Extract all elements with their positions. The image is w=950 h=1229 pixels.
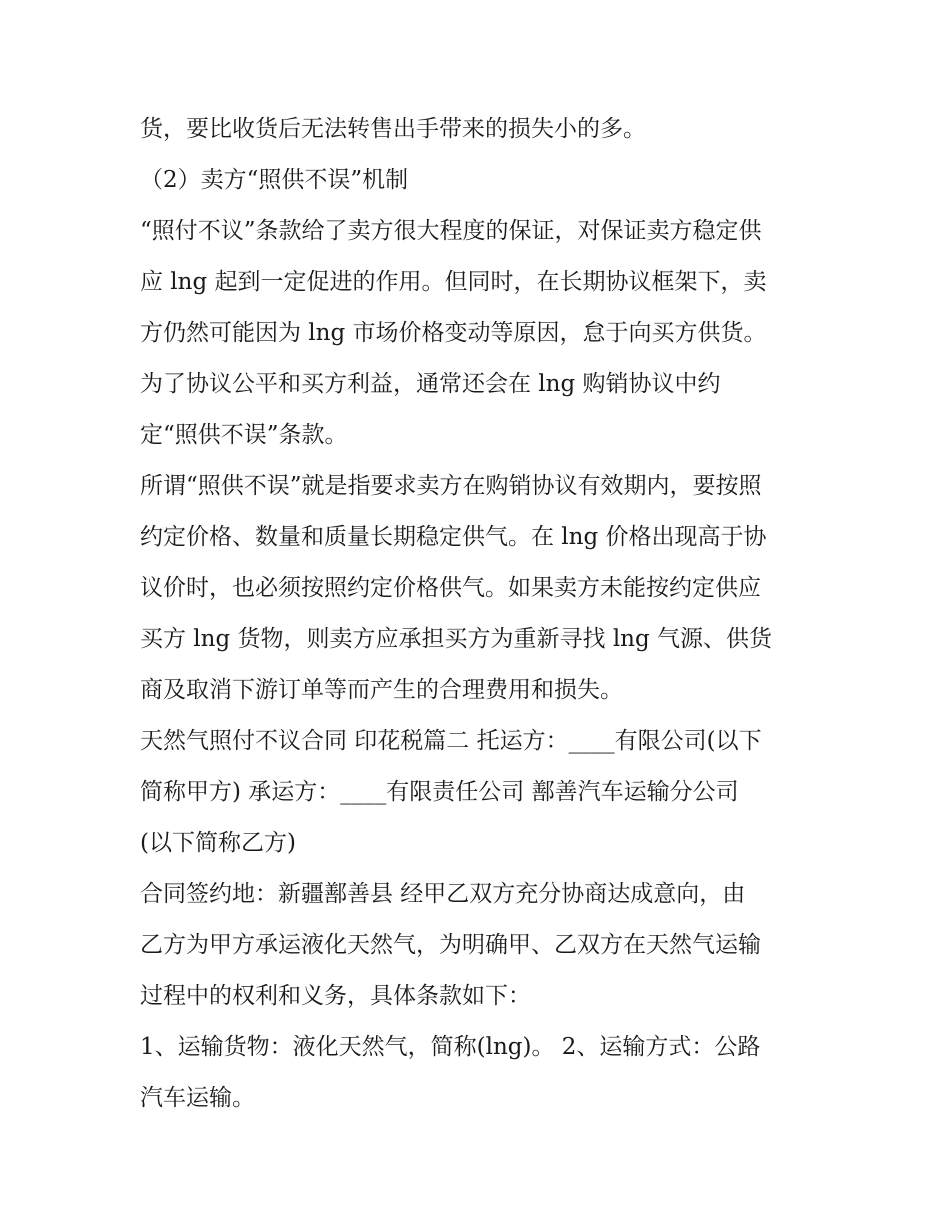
text-line: 议价时，也必须按照约定价格供气。如果卖方未能按约定供应	[140, 575, 761, 601]
text-line: 1、运输货物：液化天然气，简称(lng)。 2、运输方式：公路	[140, 1034, 761, 1060]
text-line: 应 lng 起到一定促进的作用。但同时，在长期协议框架下，卖	[140, 269, 767, 295]
text-line: 汽车运输。	[140, 1085, 255, 1111]
section-heading: （2）卖方“照供不误”机制	[140, 167, 409, 193]
text-line: 货，要比收货后无法转售出手带来的损失小的多。	[140, 116, 646, 142]
text-line: 所谓“照供不误”就是指要求卖方在购销协议有效期内，要按照	[140, 473, 762, 499]
text-line: 过程中的权利和义务，具体条款如下：	[140, 983, 531, 1009]
text-line: 简称甲方) 承运方：____有限责任公司 鄯善汽车运输分公司	[140, 779, 739, 805]
text-line: 买方 lng 货物，则卖方应承担买方为重新寻找 lng 气源、供货	[140, 626, 773, 652]
text-line: “照付不议”条款给了卖方很大程度的保证，对保证卖方稳定供	[140, 218, 762, 244]
text-line: (以下简称乙方)	[140, 830, 296, 856]
text-line: 方仍然可能因为 lng 市场价格变动等原因，怠于向买方供货。	[140, 320, 767, 346]
text-line: 天然气照付不议合同 印花税篇二 托运方：____有限公司(以下	[140, 728, 762, 754]
text-line: 乙方为甲方承运液化天然气，为明确甲、乙双方在天然气运输	[140, 932, 761, 958]
text-line: 商及取消下游订单等而产生的合理费用和损失。	[140, 677, 623, 703]
text-line: 定“照供不误”条款。	[140, 422, 348, 448]
document-body	[140, 104, 830, 1124]
text-line: 为了协议公平和买方利益，通常还会在 lng 购销协议中约	[140, 371, 721, 397]
text-line: 约定价格、数量和质量长期稳定供气。在 lng 价格出现高于协	[140, 524, 767, 550]
text-line: 合同签约地：新疆鄯善县 经甲乙双方充分协商达成意向，由	[140, 881, 746, 907]
